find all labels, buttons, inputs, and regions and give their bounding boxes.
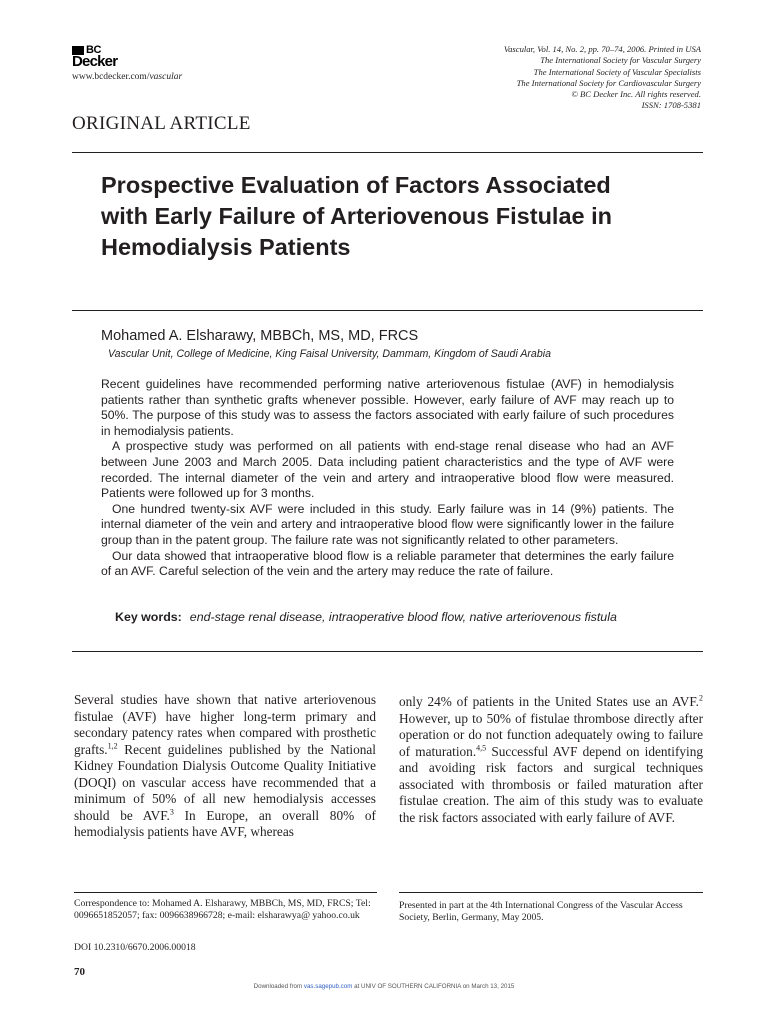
footnote-divider-right [399,892,703,893]
author-name: Mohamed A. Elsharawy, MBBCh, MS, MD, FRCS [101,328,419,344]
header-divider [72,152,703,153]
abstract [101,377,674,580]
body-text: only 24% of patients in the United States use an AVF. [399,694,699,709]
body-column-left [74,692,376,841]
presented-note: Presented in part at the 4th International Congress of the Vascular Access Society, Berlin, Germany, May 2005. [399,900,683,924]
pub-line: The International Society of Vascular Specialists [533,66,701,77]
keywords [115,610,617,624]
section-label: ORIGINAL ARTICLE [72,113,251,134]
pub-line: Vascular, Vol. 14, No. 2, pp. 70–74, 2006. Printed in USA [503,44,701,54]
citation-ref[interactable]: 2 [699,693,703,703]
page-number: 70 [74,966,85,978]
pub-line: The International Society for Vascular Surgery [540,55,701,66]
author-affiliation: Vascular Unit, College of Medicine, King Faisal University, Dammam, Kingdom of Saudi Arabia [108,348,551,360]
abstract-paragraph: One hundred twenty-six AVF were included in this study. Early failure was in 14 (9%) patients. The internal diameter of the vein and artery and intraoperative blood flow were significantly lower in the failure group than in the patent group. The failure rate was not significantly related to other parameters. [101,501,674,547]
footnote-divider-left [74,892,377,893]
doi[interactable]: DOI 10.2310/6670.2006.00018 [74,942,196,953]
journal-url-prefix: www.bcdecker.com/ [72,72,150,82]
pub-line: ISSN: 1708-5381 [641,100,701,111]
logo-text-top: BC [86,44,101,56]
download-link[interactable]: vas.sagepub.com [303,983,353,990]
pub-line: The International Society for Cardiovascular Surgery [516,77,701,88]
journal-url[interactable] [72,72,182,82]
abstract-paragraph: A prospective study was performed on all patients with end-stage renal disease who had an AVF between June 2003 and March 2005. Data including patient characteristics and the type of AVF were recorded. The internal diameter of the vein and artery and intraoperative blood flow were measured. Patients were followed up for 3 months. [101,439,674,501]
publisher-logo [72,44,127,70]
body-text: In Europe, an overall 80% of hemodialysis patients have AVF, whereas [74,807,376,839]
citation-ref[interactable]: 4,5 [476,743,487,753]
keywords-label: Key words: [115,610,182,624]
correspondence-note: Correspondence to: Mohamed A. Elsharawy, MBBCh, MS, MD, FRCS; Tel: 0096651852057; fax: 0096638966728; e-mail: elsharawya@ yahoo.co.uk [74,898,371,922]
body-text: Recent guidelines published by the National Kidney Foundation Dialysis Outcome Quality Initiative (DOQI) on vascular access have recommended that a minimum of 50% of all new hemodialysis accesses should be AVF. [74,741,376,823]
keywords-text: end-stage renal disease, intraoperative blood flow, native arteriovenous fistula [189,610,617,624]
abstract-divider [72,651,703,652]
citation-ref[interactable]: 1,2 [107,741,118,751]
article-title: Prospective Evaluation of Factors Associated with Early Failure of Arteriovenous Fistulae in Hemodialysis Patients [101,172,613,260]
body-text: Successful AVF depend on identifying and avoiding risk factors and surgical techniques associated with thrombosis or failed maturation after fistulae creation. The aim of this study was to evaluate the risk factors associated with early failure of AVF. [399,743,704,825]
body-text: Several studies have shown that native arteriovenous fistulae (AVF) have higher long-term primary and secondary patency rates when compared with prosthetic grafts. [74,692,376,757]
logo-text-bottom: Decker [72,53,118,70]
download-notice [0,983,768,990]
journal-url-suffix: vascular [149,72,183,82]
body-text: However, up to 50% of fistulae thrombose directly after operation or do not function adequately owing to failure of maturation. [399,710,703,759]
download-suffix: at UNIV OF SOUTHERN CALIFORNIA on March 13, 2015 [352,983,515,990]
abstract-paragraph: Recent guidelines have recommended performing native arteriovenous fistulae (AVF) in hemodialysis patients rather than synthetic grafts whenever possible. However, early failure of AVF may reach up to 50%. The purpose of this study was to assess the factors associated with early failure of such procedures in hemodialysis patients. [101,377,674,438]
publication-info [504,44,701,112]
citation-ref[interactable]: 3 [169,807,174,817]
pub-line: © BC Decker Inc. All rights reserved. [571,89,701,100]
download-prefix: Downloaded from [253,983,304,990]
body-column-right [399,694,703,826]
title-divider [72,310,703,311]
abstract-paragraph: Our data showed that intraoperative blood flow is a reliable parameter that determines the early failure of an AVF. Careful selection of the vein and the artery may reduce the rate of failure. [101,548,674,579]
